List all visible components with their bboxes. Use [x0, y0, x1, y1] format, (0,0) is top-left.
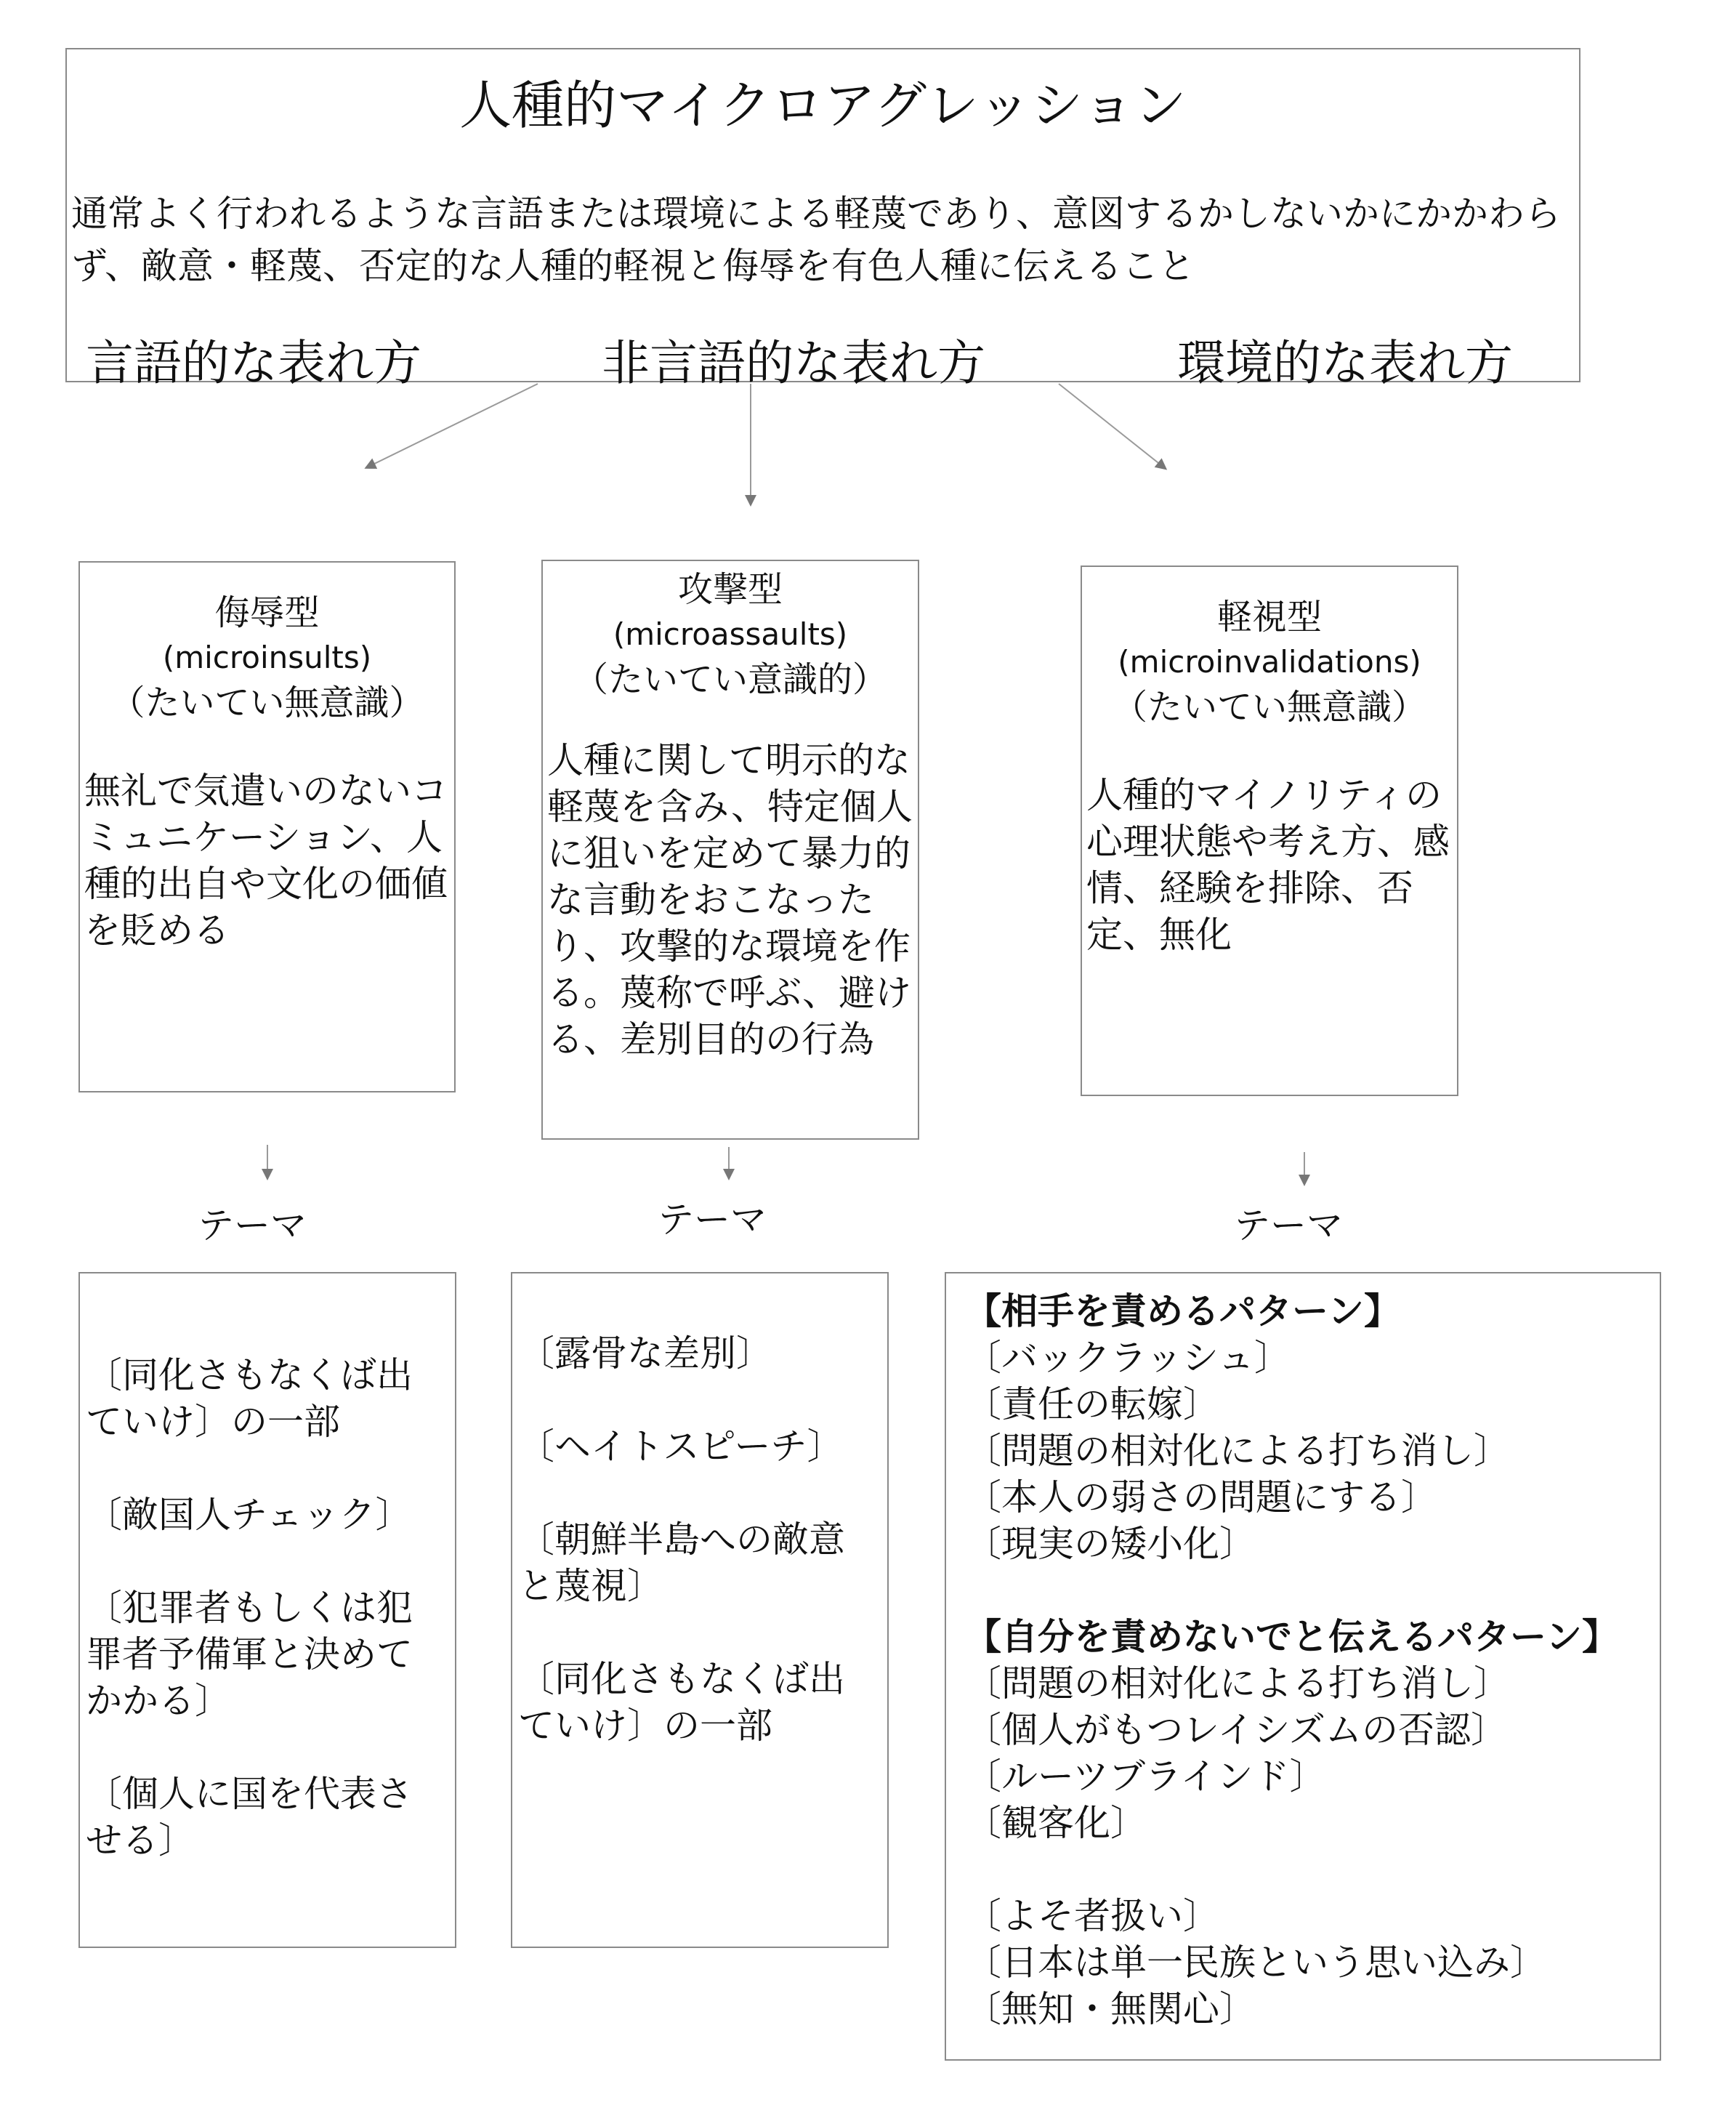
type-note: （たいてい無意識） [1112, 687, 1426, 728]
expression-nonverbal: 非言語的な表れ方 [602, 335, 985, 391]
type-note: （たいてい無意識） [110, 683, 424, 723]
arrow-to-invalidations [1059, 384, 1165, 468]
theme-item: 〔無知・無関心〕 [965, 1988, 1256, 2030]
theme-item: 〔ルーツブラインド〕 [965, 1755, 1326, 1798]
theme-label-invalidations: テーマ [1234, 1204, 1343, 1247]
theme-item: 〔個人がもつレイシズムの否認〕 [965, 1709, 1507, 1751]
theme-item: 〔朝鮮半島への敵意と蔑視〕 [518, 1518, 845, 1607]
themes-box-assaults [511, 1272, 889, 1948]
theme-item: 〔犯罪者もしくは犯罪者予備軍と決めてかかる〕 [86, 1587, 413, 1722]
expression-verbal: 言語的な表れ方 [86, 335, 421, 391]
theme-item: 〔バックラッシュ〕 [965, 1337, 1291, 1379]
theme-item: 〔問題の相対化による打ち消し〕 [965, 1430, 1510, 1472]
type-box-microinvalidations [1081, 566, 1458, 1096]
themes-box-invalidations [945, 1272, 1661, 2061]
type-description: 無礼で気遣いのないコミュニケーション、人種的出自や文化の価値を貶める [84, 770, 448, 951]
theme-item: 〔よそ者扱い〕 [965, 1895, 1219, 1937]
theme-item: 〔敵国人チェック〕 [86, 1494, 412, 1536]
theme-item: 〔責任の転嫁〕 [965, 1383, 1219, 1425]
theme-item: 〔現実の矮小化〕 [965, 1523, 1256, 1565]
type-name: 軽視型 [1216, 597, 1322, 637]
theme-label-insults: テーマ [198, 1204, 307, 1247]
type-box-microinsults [78, 561, 456, 1092]
type-english: (microassaults) [613, 616, 848, 652]
theme-group-heading: 【自分を責めないでと伝えるパターン】 [965, 1616, 1618, 1658]
type-name: 侮辱型 [214, 592, 320, 633]
type-english: (microinvalidations) [1118, 644, 1421, 680]
theme-item: 〔日本は単一民族という思い込み〕 [965, 1941, 1546, 1984]
theme-item: 〔露骨な差別〕 [518, 1332, 772, 1375]
theme-item: 〔同化さもなくば出ていけ〕の一部 [86, 1354, 413, 1443]
theme-item: 〔同化さもなくば出ていけ〕の一部 [518, 1658, 845, 1747]
arrow-to-insults [367, 384, 538, 467]
type-note: （たいてい意識的） [573, 659, 887, 700]
theme-label-assaults: テーマ [658, 1199, 767, 1241]
theme-item: 〔観客化〕 [965, 1802, 1147, 1844]
type-name: 攻撃型 [677, 569, 783, 610]
theme-group-heading: 【相手を責めるパターン】 [965, 1290, 1400, 1332]
theme-item: 〔本人の弱さの問題にする〕 [965, 1476, 1437, 1518]
expression-environmental: 環境的な表れ方 [1177, 335, 1513, 391]
themes-box-insults [78, 1272, 456, 1948]
definition-box [65, 48, 1580, 391]
theme-item: 〔ヘイトスピーチ〕 [518, 1425, 844, 1468]
diagram-title: 人種的マイクロアグレッション [459, 75, 1187, 136]
type-box-microassaults [541, 560, 919, 1140]
type-description: 人種的マイノリティの心理状態や考え方、感情、経験を排除、否定、無化 [1086, 774, 1450, 956]
type-description: 人種に関して明示的な軽蔑を含み、特定個人に狙いを定めて暴力的な言動をおこなったり、攻撃的な環境を作る。蔑称で呼ぶ、避ける、差別目的の行為 [547, 739, 913, 1060]
type-english: (microinsults) [162, 640, 372, 675]
theme-item: 〔個人に国を代表させる〕 [86, 1773, 413, 1862]
definition-text: 通常よく行われるような言語または環境による軽蔑であり、意図するかしないかにかかわらず、敵意・軽蔑、否定的な人種的軽視と侮辱を有色人種に伝えること [71, 193, 1561, 287]
theme-item: 〔問題の相対化による打ち消し〕 [965, 1662, 1510, 1705]
